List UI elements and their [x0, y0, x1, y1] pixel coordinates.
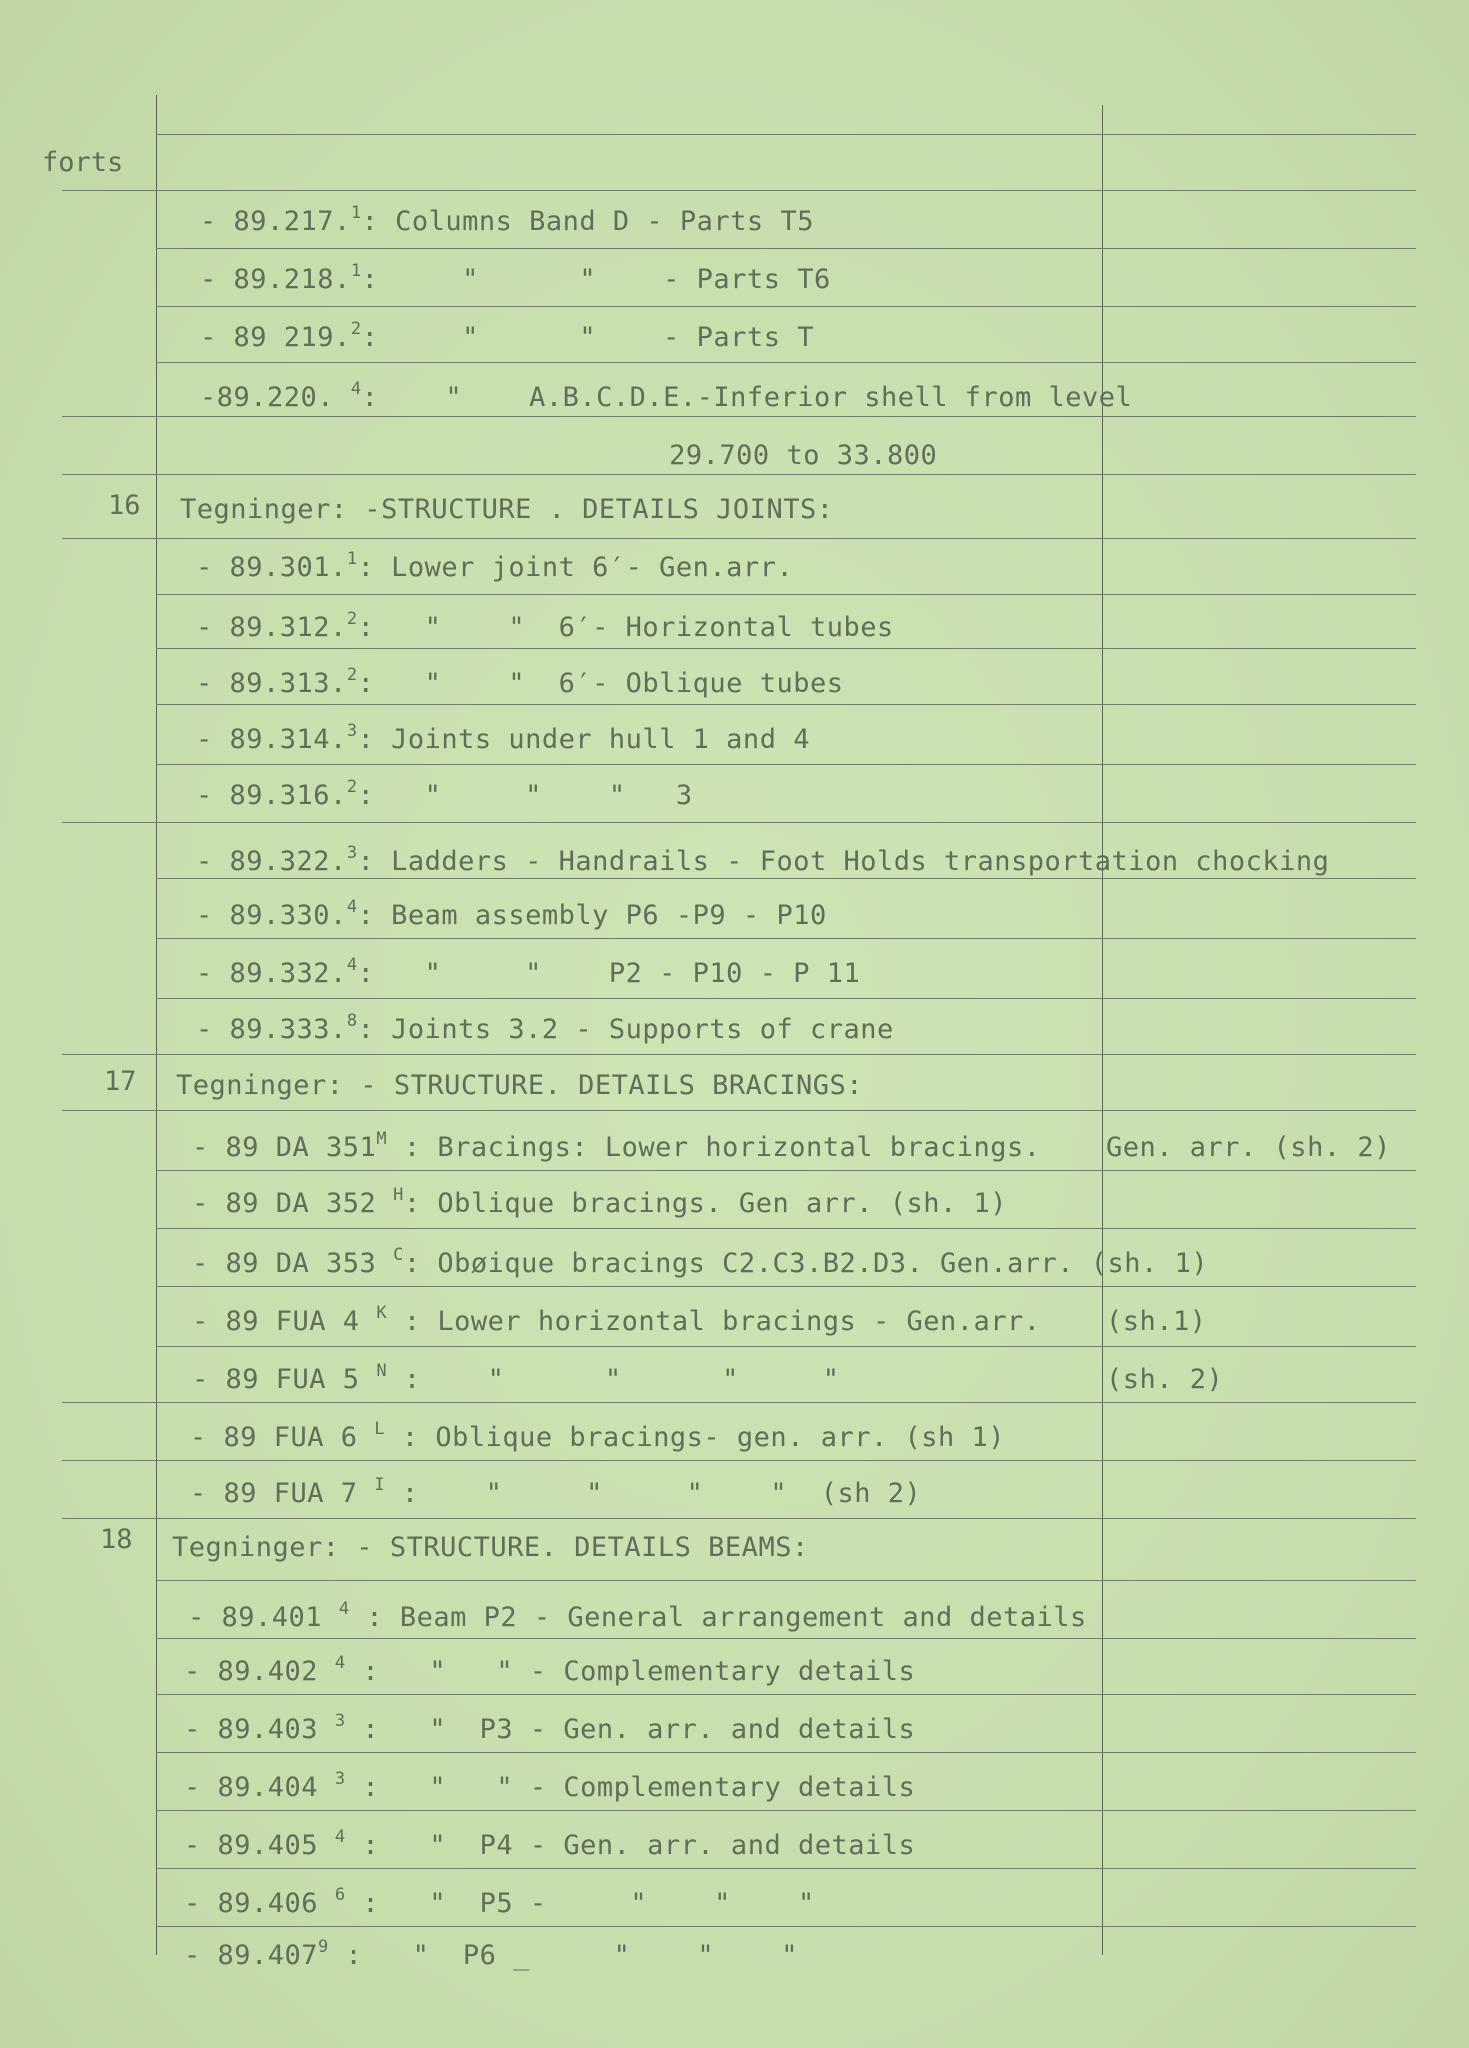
drawing-code: - 89.218.$^1$: " " - Parts T6 [200, 261, 831, 295]
list-item [0, 608, 1469, 648]
list-item [0, 548, 1469, 588]
drawing-code: - 89.406 $^6$ : " P5 - " " " [184, 1885, 815, 1919]
list-item [0, 202, 1469, 242]
drawing-code: - 89.322.$^3$: Ladders - Handrails - Foot Holds transportation chocking [196, 843, 1330, 877]
list-item [0, 1474, 1469, 1514]
row-rule [62, 538, 1416, 539]
drawing-code: - 89.332.$^4$: " " P2 - P10 - P 11 [196, 955, 861, 989]
drawing-code: - 89.301.$^1$: Lower joint 6′- Gen.arr. [196, 549, 794, 583]
row-rule [156, 998, 1416, 999]
row-rule [156, 594, 1416, 595]
list-item [0, 1884, 1469, 1924]
row-rule [156, 1346, 1416, 1347]
row-rule [156, 1580, 1416, 1581]
drawing-code: - 89.404 $^3$ : " " - Complementary details [184, 1769, 916, 1803]
section-heading [0, 1066, 1469, 1106]
drawing-code: - 89.403 $^3$ : " P3 - Gen. arr. and details [184, 1711, 916, 1745]
row-rule [156, 362, 1416, 363]
list-item [0, 1418, 1469, 1458]
list-item [0, 664, 1469, 704]
drawing-code: 29.700 to 33.800 [200, 440, 938, 471]
forts-label: forts [42, 147, 124, 178]
sheet-reference: (sh.1) [1106, 1306, 1207, 1337]
list-item [0, 842, 1469, 882]
list-item [0, 954, 1469, 994]
section-heading [0, 1528, 1469, 1568]
list-item [0, 1184, 1469, 1224]
section-number: 17 [104, 1066, 137, 1097]
section-number: 18 [100, 1524, 133, 1555]
drawing-code: - 89 FUA 7 $^I$ : " " " " (sh 2) [190, 1475, 922, 1509]
row-rule [156, 764, 1416, 765]
list-item [0, 1010, 1469, 1050]
list-item [0, 1360, 1469, 1400]
list-item [0, 1598, 1469, 1638]
list-item [0, 1244, 1469, 1284]
drawing-code: - 89.401 $^4$ : Beam P2 - General arrangement and details [188, 1599, 1087, 1633]
section-number: 16 [108, 490, 141, 521]
row-rule [156, 134, 1416, 135]
section-title: Tegninger: - STRUCTURE. DETAILS BRACINGS: [176, 1070, 863, 1101]
drawing-code: - 89 DA $351^M$ : Bracings: Lower horizontal bracings. [192, 1129, 1041, 1163]
drawing-code: - 89 FUA 6 $^L$ : Oblique bracings- gen. arr. (sh 1) [190, 1419, 1006, 1453]
list-item [0, 1710, 1469, 1750]
drawing-code: - 89.405 $^4$ : " P4 - Gen. arr. and details [184, 1827, 916, 1861]
list-item [0, 720, 1469, 760]
list-item [0, 1128, 1469, 1168]
drawing-code: - 89 DA 352 $^H$: Oblique bracings. Gen arr. (sh. 1) [192, 1185, 1008, 1219]
drawing-code: - 89.333.$^8$: Joints 3.2 - Supports of crane [196, 1011, 894, 1045]
list-item [0, 1652, 1469, 1692]
list-item [0, 1768, 1469, 1808]
row-rule [156, 306, 1416, 307]
row-rule [62, 1054, 1416, 1055]
drawing-code: - 89.407$^9$ : " P6 _ " " " [184, 1937, 798, 1971]
drawing-code: - 89.402 $^4$ : " " - Complementary details [184, 1653, 916, 1687]
section-title: Tegninger: -STRUCTURE . DETAILS JOINTS: [180, 494, 834, 525]
row-rule [62, 1518, 1416, 1519]
drawing-code: - 89 FUA 5 $^N$ : " " " " [192, 1361, 840, 1395]
list-item [0, 776, 1469, 816]
list-item [0, 436, 1469, 476]
sheet-reference: (sh. 2) [1106, 1364, 1224, 1395]
list-item [0, 1302, 1469, 1342]
drawing-code: -89.220. $^4$: " A.B.C.D.E.-Inferior shell from level [200, 379, 1133, 413]
row-rule [62, 1110, 1416, 1111]
list-item [0, 896, 1469, 936]
list-item [0, 1936, 1469, 1976]
drawing-code: - 89.312.$^2$: " " 6′- Horizontal tubes [196, 609, 894, 643]
section-title: Tegninger: - STRUCTURE. DETAILS BEAMS: [172, 1532, 809, 1563]
drawing-code: - 89.314.$^3$: Joints under hull 1 and 4 [196, 721, 810, 755]
drawing-code: - 89.330.$^4$: Beam assembly P6 -P9 - P10 [196, 897, 827, 931]
drawing-code: - 89 DA 353 $^C$: Obøique bracings C2.C3.B2.D3. Gen.arr. (sh. 1) [192, 1245, 1209, 1279]
list-item [0, 260, 1469, 300]
list-item [0, 378, 1469, 418]
sheet-reference: Gen. arr. (sh. 2) [1106, 1132, 1391, 1163]
list-item [0, 1826, 1469, 1866]
row-rule [156, 1228, 1416, 1229]
row-rule [62, 822, 1416, 823]
row-rule [156, 248, 1416, 249]
drawing-code: - 89 FUA 4 $^K$ : Lower horizontal bracings - Gen.arr. [192, 1303, 1041, 1337]
drawing-code: - 89.316.$^2$: " " " 3 [196, 777, 693, 811]
row-rule [62, 190, 1416, 191]
drawing-code: - 89.217.$^1$: Columns Band D - Parts T5 [200, 203, 814, 237]
drawing-code: - 89 219.$^2$: " " - Parts T [200, 319, 814, 353]
list-item [0, 318, 1469, 358]
drawing-code: - 89.313.$^2$: " " 6′- Oblique tubes [196, 665, 844, 699]
section-heading [0, 490, 1469, 530]
